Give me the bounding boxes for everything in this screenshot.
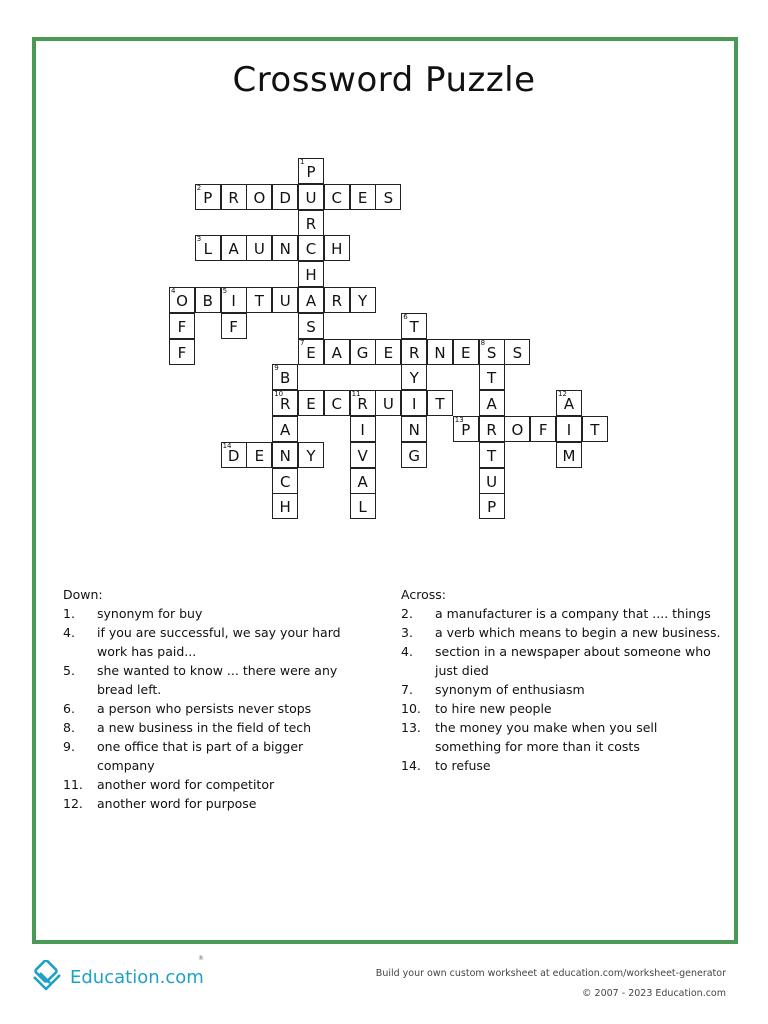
cell-letter: R xyxy=(305,214,317,233)
grid-cell[interactable] xyxy=(195,235,221,261)
grid-cell[interactable] xyxy=(298,210,324,236)
cell-letter: E xyxy=(461,343,471,362)
cell-letter: F xyxy=(177,317,187,336)
cell-letter: G xyxy=(408,446,420,465)
grid-cell[interactable] xyxy=(221,184,247,210)
down-clue xyxy=(63,794,348,813)
grid-cell[interactable] xyxy=(504,416,530,442)
clue-text: she wanted to know ... there were any bread left. xyxy=(97,663,338,697)
grid-cell[interactable] xyxy=(221,235,247,261)
grid-cell[interactable] xyxy=(272,235,298,261)
grid-cell[interactable] xyxy=(298,158,324,184)
clue-text: a new business in the field of tech xyxy=(97,720,312,735)
grid-cell[interactable] xyxy=(401,313,427,339)
grid-cell[interactable] xyxy=(401,416,427,442)
cell-letter: S xyxy=(512,343,523,362)
grid-cell[interactable] xyxy=(350,493,376,519)
cell-letter: E xyxy=(357,188,368,207)
cell-letter: B xyxy=(280,369,291,388)
grid-cell[interactable] xyxy=(479,442,505,468)
across-clue xyxy=(401,699,721,718)
down-clue xyxy=(63,775,348,794)
clue-number: 9 xyxy=(274,364,279,373)
cell-letter: T xyxy=(590,421,600,439)
down-clue xyxy=(63,623,348,661)
clue-num: 3. xyxy=(401,625,413,640)
clue-num: 1. xyxy=(63,606,75,621)
clue-text: the money you make when you sell something for more than it costs xyxy=(435,720,658,754)
grid-cell[interactable] xyxy=(401,339,427,365)
clue-text: to refuse xyxy=(435,758,491,773)
clue-num: 4. xyxy=(63,625,75,640)
grid-cell[interactable] xyxy=(479,493,505,519)
clue-number: 8 xyxy=(480,338,486,347)
cell-letter: O xyxy=(176,292,188,310)
grid-cell[interactable] xyxy=(350,442,376,468)
cell-letter: H xyxy=(305,266,317,285)
grid-cell[interactable] xyxy=(479,339,505,365)
down-clue xyxy=(63,718,348,737)
across-clue xyxy=(401,604,721,623)
footer-worksheet-link[interactable]: Build your own custom worksheet at education.com/worksheet-generator xyxy=(375,968,726,979)
cell-letter: A xyxy=(331,343,342,362)
cell-letter: N xyxy=(279,446,291,465)
grid-cell[interactable] xyxy=(195,184,221,210)
grid-cell[interactable] xyxy=(350,390,376,416)
grid-cell[interactable] xyxy=(350,184,376,210)
grid-cell[interactable] xyxy=(427,339,453,365)
cell-letter: T xyxy=(254,292,264,310)
cell-letter: G xyxy=(356,343,369,362)
cell-letter: F xyxy=(538,421,548,439)
grid-cell[interactable] xyxy=(530,416,556,442)
cell-letter: Y xyxy=(409,369,419,388)
clue-number: 1 xyxy=(300,158,305,166)
grid-cell[interactable] xyxy=(350,416,376,442)
clue-number: 5 xyxy=(222,287,228,295)
across-clue xyxy=(401,756,721,775)
cell-letter: R xyxy=(331,292,343,310)
down-clues xyxy=(63,585,348,813)
cell-letter: R xyxy=(228,188,239,207)
grid-cell[interactable] xyxy=(453,416,479,442)
grid-cell[interactable] xyxy=(298,390,324,416)
grid-cell[interactable] xyxy=(324,339,350,365)
clue-number: 10 xyxy=(274,390,284,399)
cell-letter: I xyxy=(566,421,572,439)
grid-cell[interactable] xyxy=(298,339,324,365)
grid-cell[interactable] xyxy=(556,390,582,416)
grid-cell[interactable] xyxy=(298,235,324,261)
cell-letter: A xyxy=(228,240,239,259)
grid-cell[interactable] xyxy=(350,287,376,313)
clue-num: 11. xyxy=(63,777,83,792)
cell-letter: I xyxy=(360,421,365,439)
grid-cell[interactable] xyxy=(375,390,401,416)
cell-letter: C xyxy=(331,395,343,414)
grid-cell[interactable] xyxy=(324,184,350,210)
grid-cell[interactable] xyxy=(195,287,221,313)
grid-cell[interactable] xyxy=(298,442,324,468)
page-title: Crossword Puzzle xyxy=(232,60,536,100)
down-clue xyxy=(63,699,348,718)
cell-letter: A xyxy=(357,472,368,491)
cell-letter: D xyxy=(227,446,240,465)
clue-number: 12 xyxy=(558,390,567,399)
clue-number: 6 xyxy=(403,312,408,321)
grid-cell[interactable] xyxy=(272,493,298,519)
grid-cell[interactable] xyxy=(453,339,479,365)
cell-letter: A xyxy=(563,395,575,414)
grid-cell[interactable] xyxy=(169,313,195,339)
footer-copyright: © 2007 - 2023 Education.com xyxy=(582,988,726,999)
cell-letter: C xyxy=(279,472,291,491)
cell-letter: P xyxy=(461,421,471,439)
clue-number: 2 xyxy=(196,183,202,192)
down-clue xyxy=(63,661,348,699)
grid-cell[interactable] xyxy=(324,235,350,261)
grid-cell[interactable] xyxy=(298,184,324,210)
grid-cell[interactable] xyxy=(375,339,401,365)
cell-letter: C xyxy=(305,240,317,259)
cell-letter: O xyxy=(511,421,524,439)
cell-letter: T xyxy=(409,317,419,336)
clue-text: a verb which means to begin a new business. xyxy=(435,625,721,640)
cell-letter: P xyxy=(306,163,316,181)
grid-cell[interactable] xyxy=(556,442,582,468)
grid-cell[interactable] xyxy=(324,287,350,313)
clue-num: 14. xyxy=(401,758,421,773)
clue-text: section in a newspaper about someone who just died xyxy=(435,644,711,678)
cell-letter: T xyxy=(487,369,497,388)
clue-num: 8. xyxy=(63,720,75,735)
grid-cell[interactable] xyxy=(169,339,195,365)
logo-text: Education.com xyxy=(70,966,204,988)
clue-text: synonym for buy xyxy=(97,606,203,621)
cell-letter: N xyxy=(279,240,291,259)
grid-cell[interactable] xyxy=(298,261,324,287)
grid-cell[interactable] xyxy=(582,416,608,442)
cell-letter: L xyxy=(203,240,212,259)
cell-letter: T xyxy=(435,395,445,414)
clue-text: one office that is part of a bigger company xyxy=(97,739,304,773)
clue-text: if you are successful, we say your hard work has paid... xyxy=(97,625,341,659)
cell-letter: R xyxy=(279,395,291,414)
cell-letter: O xyxy=(253,188,266,207)
cell-letter: U xyxy=(486,472,498,491)
grid-cell[interactable] xyxy=(272,416,298,442)
clue-number: 3 xyxy=(196,235,202,244)
cell-letter: A xyxy=(280,421,291,439)
grid-cell[interactable] xyxy=(375,184,401,210)
clue-text: synonym of enthusiasm xyxy=(435,682,585,697)
grid-cell[interactable] xyxy=(272,390,298,416)
clue-number: 14 xyxy=(222,441,232,450)
cell-letter: Y xyxy=(306,446,316,465)
cell-letter: S xyxy=(306,317,316,336)
down-heading: Down: xyxy=(63,587,103,602)
grid-cell[interactable] xyxy=(272,442,298,468)
grid-cell[interactable] xyxy=(272,184,298,210)
clue-number: 7 xyxy=(300,338,305,347)
clue-number: 13 xyxy=(454,416,464,424)
across-clue xyxy=(401,680,721,699)
grid-cell[interactable] xyxy=(350,339,376,365)
clue-num: 12. xyxy=(63,796,83,811)
grid-cell[interactable] xyxy=(246,287,272,313)
grid-cell[interactable] xyxy=(324,390,350,416)
grid-cell[interactable] xyxy=(298,287,324,313)
grid-cell[interactable] xyxy=(401,364,427,390)
down-clue xyxy=(63,737,348,775)
grid-cell[interactable] xyxy=(246,235,272,261)
cell-letter: M xyxy=(562,446,576,465)
clue-num: 13. xyxy=(401,720,421,735)
cell-letter: D xyxy=(279,188,291,207)
clue-num: 2. xyxy=(401,606,413,621)
clue-text: to hire new people xyxy=(435,701,552,716)
cell-letter: I xyxy=(411,395,417,414)
grid-cell[interactable] xyxy=(221,442,247,468)
clue-num: 4. xyxy=(401,644,413,659)
cell-letter: F xyxy=(229,317,238,336)
cell-letter: A xyxy=(486,395,497,414)
across-clue xyxy=(401,718,721,756)
clue-number: 4 xyxy=(171,287,176,295)
grid-cell[interactable] xyxy=(221,313,247,339)
cell-letter: I xyxy=(231,292,236,310)
cell-letter: R xyxy=(408,343,420,362)
education-logo-icon xyxy=(30,960,64,994)
grid-cell[interactable] xyxy=(479,390,505,416)
cell-letter: R xyxy=(357,395,368,414)
cell-letter: E xyxy=(306,343,316,362)
cell-letter: T xyxy=(487,446,497,465)
grid-cell[interactable] xyxy=(272,364,298,390)
grid-cell[interactable] xyxy=(401,390,427,416)
cell-letter: S xyxy=(486,343,497,362)
grid-cell[interactable] xyxy=(479,416,505,442)
cell-letter: F xyxy=(177,343,187,362)
grid-cell[interactable] xyxy=(272,468,298,494)
cell-letter: R xyxy=(486,421,497,439)
grid-cell[interactable] xyxy=(221,287,247,313)
cell-letter: V xyxy=(357,446,368,465)
grid-cell[interactable] xyxy=(427,390,453,416)
cell-letter: P xyxy=(487,498,497,517)
grid-cell[interactable] xyxy=(479,364,505,390)
clue-text: another word for purpose xyxy=(97,796,257,811)
down-clue xyxy=(63,604,348,623)
cell-letter: N xyxy=(434,343,446,362)
grid-cell[interactable] xyxy=(401,442,427,468)
grid-cell[interactable] xyxy=(246,442,272,468)
cell-letter: Y xyxy=(358,292,368,310)
clue-num: 10. xyxy=(401,701,421,716)
cell-letter: C xyxy=(331,188,343,207)
grid-cell[interactable] xyxy=(556,416,582,442)
cell-letter: E xyxy=(306,395,316,414)
cell-letter: H xyxy=(279,498,291,517)
grid-cell[interactable] xyxy=(504,339,530,365)
clue-text: another word for competitor xyxy=(97,777,275,792)
cell-letter: P xyxy=(203,188,213,207)
education-logo[interactable] xyxy=(30,960,204,994)
clue-text: a person who persists never stops xyxy=(97,701,312,716)
cell-letter: L xyxy=(358,498,367,517)
across-clue xyxy=(401,642,721,680)
clue-num: 6. xyxy=(63,701,75,716)
grid-cell[interactable] xyxy=(298,313,324,339)
cell-letter: U xyxy=(382,395,394,414)
cell-letter: U xyxy=(305,188,317,207)
grid-cell[interactable] xyxy=(350,468,376,494)
clue-number: 11 xyxy=(351,390,361,399)
cell-letter: U xyxy=(279,292,291,310)
cell-letter: U xyxy=(253,240,265,259)
cell-letter: N xyxy=(408,421,420,439)
across-clue xyxy=(401,623,721,642)
grid-cell[interactable] xyxy=(272,287,298,313)
across-clues xyxy=(401,585,721,775)
cell-letter: E xyxy=(254,446,265,465)
grid-cell[interactable] xyxy=(169,287,195,313)
cell-letter: E xyxy=(383,343,394,362)
registered-mark: ® xyxy=(198,955,204,962)
clue-text: a manufacturer is a company that .... things xyxy=(435,606,711,621)
across-heading: Across: xyxy=(401,587,446,602)
grid-cell[interactable] xyxy=(246,184,272,210)
cell-letter: S xyxy=(383,188,394,207)
grid-cell[interactable] xyxy=(479,468,505,494)
cell-letter: B xyxy=(202,292,213,310)
cell-letter: A xyxy=(305,292,317,310)
clue-num: 7. xyxy=(401,682,413,697)
clue-num: 5. xyxy=(63,663,75,678)
cell-letter: H xyxy=(331,240,343,259)
clue-num: 9. xyxy=(63,739,75,754)
